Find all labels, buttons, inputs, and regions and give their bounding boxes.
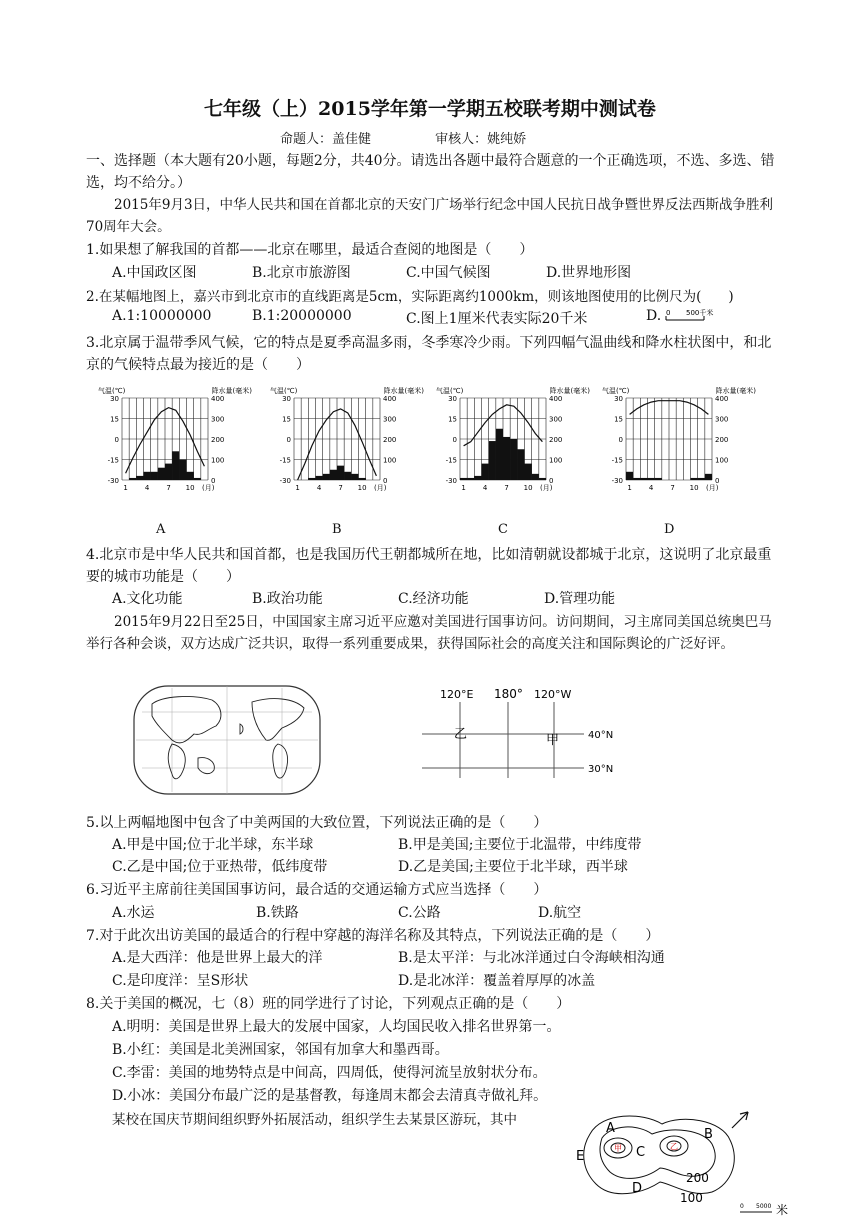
precip-tick-label: 200: [211, 436, 225, 444]
temp-axis-label: 气温(℃): [270, 387, 298, 395]
authors: [280, 128, 586, 147]
temp-tick-label: 0: [618, 436, 623, 444]
q8-stem: 8.关于美国的概况，七（8）班的同学进行了讨论，下列观点正确的是（ ）: [86, 996, 571, 1012]
temp-tick-label: -30: [279, 477, 291, 485]
temp-axis-label: 气温(℃): [436, 387, 464, 395]
temp-tick-label: 15: [110, 415, 119, 424]
precip-bar: [151, 472, 158, 480]
temp-tick-label: 30: [282, 395, 291, 403]
month-unit-label: (月): [202, 484, 215, 492]
month-tick-label: 1: [627, 484, 632, 492]
scale-zero-2: 0: [740, 1203, 744, 1210]
precip-bar: [158, 468, 165, 480]
q6-stem: 6.习近平主席前往美国国事访问，最合适的交通运输方式应当选择（ ）: [86, 882, 548, 898]
peak-yi: 乙: [670, 1142, 678, 1151]
precip-tick-label: 400: [549, 395, 563, 403]
q8-option-c: C.李雷：美国的地势特点是中间高，四周低，使得河流呈放射状分布。: [112, 1065, 547, 1081]
place-jia: 甲: [546, 733, 560, 748]
temp-tick-label: -15: [611, 456, 623, 465]
temp-tick-label: 0: [114, 436, 119, 444]
precip-bar: [165, 464, 172, 480]
q7-stem: 7.对于此次出访美国的最适合的行程中穿越的海洋名称及其特点，下列说法正确的是（ ）: [86, 928, 660, 944]
q5-option-a: A.甲是中国;位于北半球，东半球: [112, 837, 314, 853]
precip-bar: [489, 441, 496, 480]
world-map: [132, 684, 322, 796]
precip-tick-label: 100: [211, 456, 225, 465]
precip-bar: [144, 472, 151, 480]
q1-option-c: C.中国气候图: [406, 265, 491, 281]
precip-bar: [194, 478, 201, 480]
q6-option-b: B.铁路: [256, 905, 299, 921]
precip-bar: [633, 478, 640, 480]
precip-tick-label: 0: [549, 477, 554, 485]
north-arrow-icon: [732, 1112, 748, 1128]
q6-option-a: A.水运: [112, 905, 155, 921]
precip-tick-label: 400: [211, 395, 225, 403]
precip-bar: [517, 449, 524, 480]
precip-axis-label: 降水量(毫米): [211, 387, 252, 395]
precip-tick-label: 300: [211, 415, 225, 424]
temp-axis-label: 气温(℃): [602, 387, 630, 395]
precip-bar: [705, 474, 712, 480]
precip-axis-label: 降水量(毫米): [715, 387, 756, 395]
section-heading: 一、选择题（本大题有20小题，每题2分，共40分。请选出各题中最符合题意的一个正确选项，不选、多选、错选，均不给分。）: [86, 153, 775, 191]
month-tick-label: 7: [670, 484, 675, 492]
contour-map: [572, 1104, 802, 1216]
chart-caption-c: C: [498, 522, 508, 537]
point-a: A: [606, 1121, 615, 1136]
precip-bar: [474, 476, 481, 480]
temp-tick-label: 0: [286, 436, 291, 444]
precip-bar: [187, 472, 194, 480]
precip-tick-label: 0: [211, 477, 216, 485]
lat-lon-grid-map: [416, 684, 616, 780]
precip-tick-label: 100: [549, 456, 563, 465]
precip-bar: [648, 478, 655, 480]
temp-tick-label: 15: [448, 415, 457, 424]
chart-caption-d: D: [664, 522, 675, 537]
scale-bar-icon: [664, 306, 724, 326]
precip-bar: [129, 478, 136, 480]
precip-bar: [316, 476, 323, 480]
q5-option-c: C.乙是中国;位于亚热带，低纬度带: [112, 859, 328, 875]
q7-option-a: A.是大西洋：他是世界上最大的洋: [112, 950, 323, 966]
precip-tick-label: 100: [715, 456, 729, 465]
scale-label: 500千米: [686, 309, 714, 317]
month-tick-label: 4: [316, 484, 322, 492]
precip-tick-label: 300: [549, 415, 563, 424]
month-tick-label: 4: [144, 484, 150, 492]
temp-axis-label: 气温(℃): [98, 387, 126, 395]
precip-bar: [482, 464, 489, 480]
precip-tick-label: 200: [549, 436, 563, 444]
contour-100: 100: [680, 1191, 703, 1205]
month-tick-label: 4: [482, 484, 488, 492]
passage-3: 某校在国庆节期间组织野外拓展活动，组织学生去某景区游玩，其中: [112, 1112, 517, 1128]
precip-bar: [460, 478, 467, 480]
q6-option-c: C.公路: [398, 905, 441, 921]
temp-tick-label: 30: [614, 395, 623, 403]
q1-option-a: A.中国政区图: [112, 265, 197, 281]
scale-zero: 0: [666, 309, 671, 317]
q8-option-b: B.小红：美国是北美洲国家，邻国有加拿大和墨西哥。: [112, 1042, 449, 1058]
precip-tick-label: 100: [383, 456, 397, 465]
q1-option-b: B.北京市旅游图: [252, 265, 351, 281]
lat-label-30n: 30°N: [588, 764, 614, 775]
month-tick-label: 10: [523, 484, 533, 492]
month-unit-label: (月): [540, 484, 553, 492]
lat-label-40n: 40°N: [588, 730, 614, 741]
month-tick-label: 1: [295, 484, 300, 492]
q1-option-d: D.世界地形图: [546, 265, 632, 281]
q5-option-b: B.甲是美国;主要位于北温带，中纬度带: [398, 837, 642, 853]
climate-chart-c: [434, 384, 594, 504]
precip-tick-label: 0: [715, 477, 720, 485]
q8-option-a: A.明明：美国是世界上最大的发展中国家，人均国民收入排名世界第一。: [112, 1019, 561, 1035]
precip-tick-label: 400: [383, 395, 397, 403]
precip-bar: [179, 460, 186, 481]
temp-tick-label: 30: [448, 395, 457, 403]
month-unit-label: (月): [374, 484, 387, 492]
precip-bar: [539, 478, 546, 480]
precip-axis-label: 降水量(毫米): [549, 387, 590, 395]
point-c: C: [636, 1145, 646, 1160]
passage-2: 2015年9月22日至25日，中国国家主席习近平应邀对美国进行国事访问。访问期间，习主席同美国总统奥巴马举行各种会谈，双方达成广泛共识，取得一系列重要成果，获得国际社会的高度关注和国际舆论的广泛好评。: [86, 614, 772, 652]
month-tick-label: 10: [357, 484, 367, 492]
q5-option-d: D.乙是美国;主要位于北半球，西半球: [398, 859, 628, 875]
temp-tick-label: -15: [445, 456, 457, 465]
point-e: E: [576, 1149, 585, 1164]
precip-tick-label: 0: [383, 477, 388, 485]
scale-unit: 米: [776, 1203, 789, 1216]
precip-bar: [323, 474, 330, 480]
month-tick-label: 7: [338, 484, 343, 492]
month-tick-label: 7: [166, 484, 171, 492]
month-tick-label: 4: [648, 484, 654, 492]
precip-bar: [496, 429, 503, 480]
q4-option-c: C.经济功能: [398, 591, 469, 607]
temp-tick-label: -30: [445, 477, 457, 485]
precip-bar: [503, 437, 510, 480]
precip-bar: [525, 464, 532, 480]
month-tick-label: 7: [504, 484, 509, 492]
lon-label-180: 180°: [494, 687, 523, 701]
precip-bar: [698, 478, 705, 480]
precip-bar: [308, 478, 315, 480]
lon-label-120w: 120°W: [534, 688, 572, 701]
precip-bar: [351, 474, 358, 480]
climate-chart-b: [268, 384, 428, 504]
q4-option-a: A.文化功能: [112, 591, 183, 607]
q7-option-d: D.是北冰洋：覆盖着厚厚的冰盖: [398, 973, 596, 989]
precip-tick-label: 300: [383, 415, 397, 424]
setter: 命题人：盖佳健: [280, 132, 372, 147]
precip-bar: [359, 478, 366, 480]
point-b: B: [704, 1127, 713, 1142]
page-title: 七年级（上）2015学年第一学期五校联考期中测试卷: [204, 98, 656, 120]
precip-bar: [691, 478, 698, 480]
climate-chart-a: [96, 384, 256, 504]
precip-bar: [172, 451, 179, 480]
precip-bar: [136, 476, 143, 480]
q6-option-d: D.航空: [538, 905, 582, 921]
q4-option-b: B.政治功能: [252, 591, 323, 607]
temp-tick-label: -15: [107, 456, 119, 465]
lon-label-120e: 120°E: [440, 688, 474, 701]
precip-bar: [626, 472, 633, 480]
precip-axis-label: 降水量(毫米): [383, 387, 424, 395]
q2-stem: 2.在某幅地图上，嘉兴市到北京市的直线距离是5cm，实际距离约1000km，则该地图使用的比例尺为( ): [86, 289, 734, 305]
passage-1: 2015年9月3日，中华人民共和国在首都北京的天安门广场举行纪念中国人民抗日战争暨世界反法西斯战争胜利70周年大会。: [86, 197, 774, 235]
month-tick-label: 10: [689, 484, 699, 492]
chart-caption-b: B: [332, 522, 342, 537]
precip-tick-label: 200: [383, 436, 397, 444]
q2-option-d: D.: [646, 308, 662, 324]
precip-bar: [467, 478, 474, 480]
precip-bar: [337, 466, 344, 480]
precip-bar: [510, 439, 517, 480]
q2-option-c: C.图上1厘米代表实际20千米: [406, 311, 588, 327]
point-d: D: [632, 1181, 643, 1196]
chart-caption-a: A: [156, 522, 166, 537]
temp-tick-label: 15: [614, 415, 623, 424]
q7-option-b: B.是太平洋：与北冰洋通过白令海峡相沟通: [398, 950, 665, 966]
q3-stem: 3.北京属于温带季风气候，它的特点是夏季高温多雨，冬季寒冷少雨。下列四幅气温曲线和降水柱状图中，和北京的气候特点最为接近的是（ ）: [86, 335, 772, 373]
temp-tick-label: 0: [452, 436, 457, 444]
temp-tick-label: 30: [110, 395, 119, 403]
temp-tick-label: -30: [611, 477, 623, 485]
temp-tick-label: -30: [107, 477, 119, 485]
precip-bar: [330, 470, 337, 480]
q2-option-a: A.1:10000000: [112, 308, 212, 324]
q2-option-b: B.1:20000000: [252, 308, 352, 324]
temp-tick-label: -15: [279, 456, 291, 465]
q7-option-c: C.是印度洋：呈S形状: [112, 973, 249, 989]
temp-tick-label: 15: [282, 415, 291, 424]
q4-stem: 4.北京市是中华人民共和国首都，也是我国历代王朝都城所在地，比如清朝就设都城于北京，这说明了北京最重要的城市功能是（ ）: [86, 547, 772, 585]
contour-200: 200: [686, 1171, 709, 1185]
month-tick-label: 1: [123, 484, 128, 492]
precip-bar: [344, 472, 351, 480]
reviewer: 审核人：姚纯娇: [435, 132, 527, 147]
month-tick-label: 10: [185, 484, 195, 492]
precip-bar: [640, 478, 647, 480]
peak-jia: 甲: [614, 1144, 622, 1153]
scale-value: 5000: [756, 1203, 772, 1210]
precip-bar: [532, 474, 539, 480]
q4-option-d: D.管理功能: [544, 591, 616, 607]
q8-option-d: D.小冰：美国分布最广泛的是基督教，每逢周末都会去清真寺做礼拜。: [112, 1088, 548, 1104]
climate-chart-d: [600, 384, 760, 504]
precip-tick-label: 400: [715, 395, 729, 403]
precip-bar: [655, 478, 662, 480]
month-tick-label: 1: [461, 484, 466, 492]
q5-stem: 5.以上两幅地图中包含了中美两国的大致位置，下列说法正确的是（ ）: [86, 815, 548, 831]
precip-tick-label: 200: [715, 436, 729, 444]
q1-stem: 1.如果想了解我国的首都——北京在哪里，最适合查阅的地图是（ ）: [86, 242, 534, 258]
precip-tick-label: 300: [715, 415, 729, 424]
month-unit-label: (月): [706, 484, 719, 492]
place-yi: 乙: [454, 727, 468, 742]
